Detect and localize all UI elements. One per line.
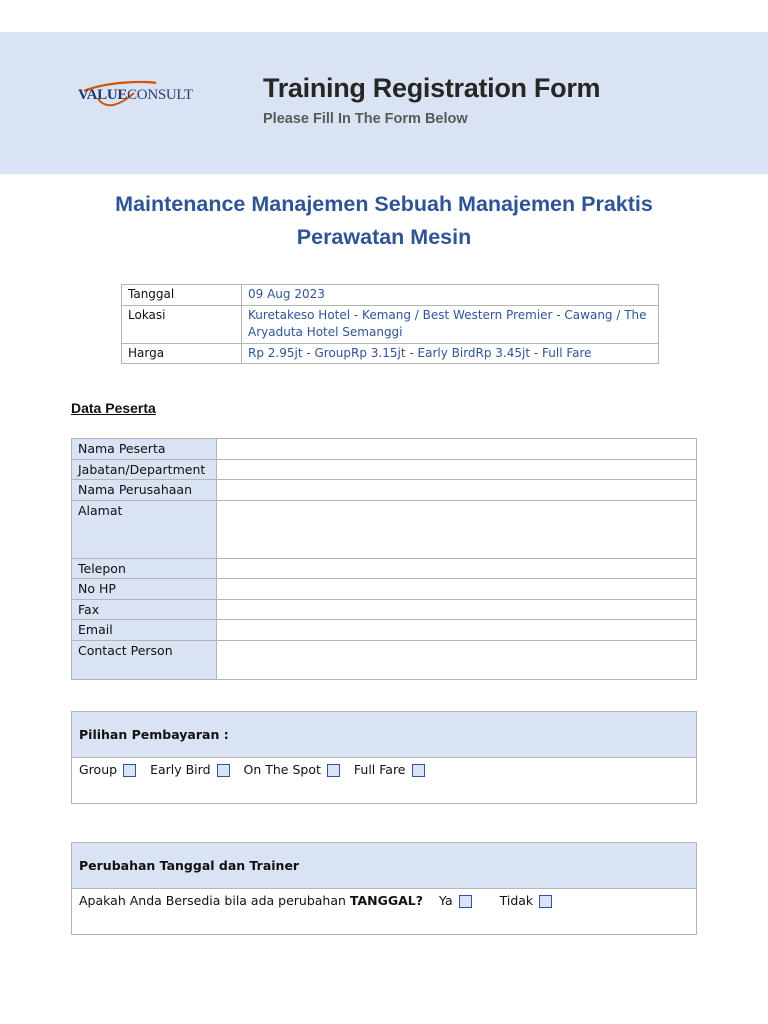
email-field[interactable]: [217, 620, 697, 641]
field-label-no-hp: No HP: [72, 579, 217, 600]
schedule-change-heading: Perubahan Tanggal dan Trainer: [72, 843, 696, 889]
fax-field[interactable]: [217, 599, 697, 620]
question-text: Apakah Anda Bersedia bila ada perubahan: [79, 893, 350, 908]
nama-peserta-field[interactable]: [217, 439, 697, 460]
info-row-lokasi: [122, 305, 659, 343]
payment-options-box: [71, 711, 697, 804]
field-label-jabatan: Jabatan/Department: [72, 459, 217, 480]
schedule-change-box: [71, 842, 697, 935]
logo-text-value: VALUE: [78, 87, 128, 103]
payment-option-on-the-spot[interactable]: [244, 762, 340, 777]
info-row-tanggal: [122, 285, 659, 306]
alamat-field[interactable]: [217, 500, 697, 558]
payment-option-label: Early Bird: [150, 762, 211, 777]
ya-checkbox[interactable]: [459, 895, 472, 908]
field-label-nama-perusahaan: Nama Perusahaan: [72, 480, 217, 501]
company-logo: [78, 79, 218, 113]
course-title: Maintenance Manajemen Sebuah Manajemen Praktis Perawatan Mesin: [115, 192, 653, 249]
field-label-contact-person: Contact Person: [72, 640, 217, 679]
payment-option-label: Group: [79, 762, 118, 777]
no-hp-field[interactable]: [217, 579, 697, 600]
payment-option-full-fare[interactable]: [354, 762, 425, 777]
info-label: Harga: [122, 343, 242, 364]
field-label-email: Email: [72, 620, 217, 641]
payment-option-early-bird[interactable]: [150, 762, 229, 777]
info-value: Rp 2.95jt - GroupRp 3.15jt - Early BirdRp 3.45jt - Full Fare: [242, 343, 659, 364]
telepon-field[interactable]: [217, 558, 697, 579]
jabatan-field[interactable]: [217, 459, 697, 480]
info-label: Lokasi: [122, 305, 242, 343]
nama-perusahaan-field[interactable]: [217, 480, 697, 501]
payment-options-heading: Pilihan Pembayaran :: [72, 712, 696, 758]
data-peserta-heading: Data Peserta: [71, 400, 156, 416]
payment-option-group[interactable]: [79, 762, 136, 777]
question-emphasis: TANGGAL?: [349, 893, 424, 908]
option-ya[interactable]: [439, 893, 472, 908]
full-fare-checkbox[interactable]: [412, 764, 425, 777]
field-label-nama-peserta: Nama Peserta: [72, 439, 217, 460]
training-info-table: [121, 284, 659, 364]
info-row-harga: [122, 343, 659, 364]
tidak-checkbox[interactable]: [539, 895, 552, 908]
payment-options-row: [72, 758, 696, 803]
schedule-change-question: [79, 893, 423, 908]
field-label-fax: Fax: [72, 599, 217, 620]
form-title: Training Registration Form: [263, 73, 601, 103]
payment-option-label: On The Spot: [243, 762, 321, 777]
field-label-telepon: Telepon: [72, 558, 217, 579]
on-the-spot-checkbox[interactable]: [327, 764, 340, 777]
contact-person-field[interactable]: [217, 640, 697, 679]
option-tidak[interactable]: [500, 893, 553, 908]
schedule-change-row: [72, 889, 696, 934]
option-label: Ya: [439, 893, 453, 908]
option-label: Tidak: [499, 893, 534, 908]
group-checkbox[interactable]: [123, 764, 136, 777]
participant-data-table: [71, 438, 697, 680]
payment-option-label: Full Fare: [353, 762, 406, 777]
info-label: Tanggal: [122, 285, 242, 306]
info-value: 09 Aug 2023: [242, 285, 659, 306]
logo-text-consult: CONSULT: [127, 87, 193, 103]
info-value: Kuretakeso Hotel - Kemang / Best Western Premier - Cawang / The Aryaduta Hotel Semanggi: [242, 305, 659, 343]
form-subtitle: Please Fill In The Form Below: [263, 111, 468, 127]
early-bird-checkbox[interactable]: [217, 764, 230, 777]
field-label-alamat: Alamat: [72, 500, 217, 558]
